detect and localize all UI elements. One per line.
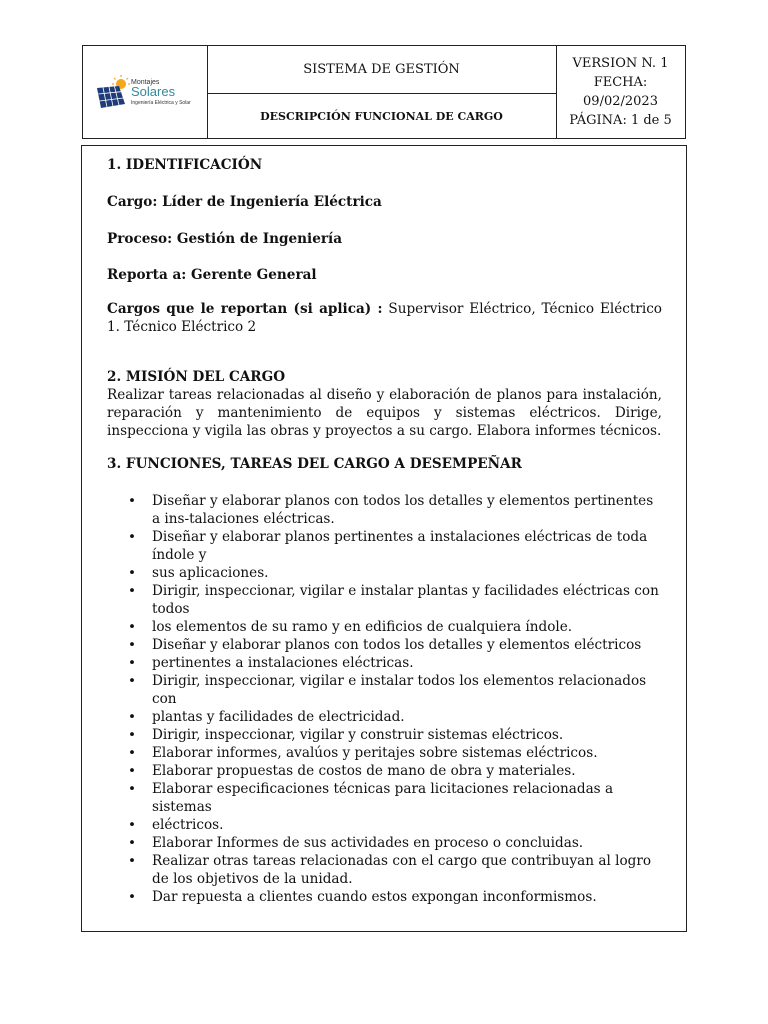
version-cell	[556, 46, 685, 138]
document-title: DESCRIPCIÓN FUNCIONAL DE CARGO	[260, 109, 503, 123]
list-item: • Elaborar informes, avalúos y peritajes sobre sistemas eléctricos.	[107, 744, 662, 762]
document-body	[81, 145, 687, 932]
cargos-reportan-value: Supervisor Eléctrico, Técnico Eléctrico 1. Técnico Eléctrico 2	[107, 301, 662, 335]
section-heading-funciones: 3. FUNCIONES, TAREAS DEL CARGO A DESEMPEÑAR	[107, 456, 522, 472]
svg-text:Solares: Solares	[131, 84, 176, 99]
list-item: • Dirigir, inspeccionar, vigilar e instalar todos los elementos relacionados con	[107, 672, 662, 708]
document-header	[82, 45, 686, 139]
list-item: • los elementos de su ramo y en edificios de cualquiera índole.	[107, 618, 662, 636]
section-heading-identificacion: 1. IDENTIFICACIÓN	[107, 157, 263, 173]
title-cell	[207, 46, 557, 138]
list-item: • Elaborar Informes de sus actividades en proceso o concluidas.	[107, 834, 662, 852]
version-label: VERSION N. 1	[572, 56, 669, 71]
page-number: PÁGINA: 1 de 5	[569, 113, 672, 128]
list-item: • Dirigir, inspeccionar, vigilar y construir sistemas eléctricos.	[107, 726, 662, 744]
system-title: SISTEMA DE GESTIÓN	[207, 46, 556, 94]
list-item: • Dirigir, inspeccionar, vigilar e instalar plantas y facilidades eléctricas con todos	[107, 582, 662, 618]
list-item: • Diseñar y elaborar planos con todos los detalles y elementos pertinentes a ins-talaciones eléctricas.	[107, 492, 662, 528]
svg-text:Ingeniería Eléctrica y Solar: Ingeniería Eléctrica y Solar	[131, 100, 191, 106]
section-heading-mision: 2. MISIÓN DEL CARGO	[107, 369, 286, 385]
solar-panel-icon	[97, 86, 125, 108]
list-item: • Diseñar y elaborar planos pertinentes a instalaciones eléctricas de toda índole y	[107, 528, 662, 564]
list-item: • eléctricos.	[107, 816, 662, 834]
list-item: • plantas y facilidades de electricidad.	[107, 708, 662, 726]
cargo-field: Cargo: Líder de Ingeniería Eléctrica	[107, 194, 382, 210]
list-item: • Elaborar propuestas de costos de mano de obra y materiales.	[107, 762, 662, 780]
company-logo	[95, 74, 199, 114]
reporta-field: Reporta a: Gerente General	[107, 267, 317, 283]
list-item: • pertinentes a instalaciones eléctricas.	[107, 654, 662, 672]
list-item: • Dar repuesta a clientes cuando estos expongan inconformismos.	[107, 888, 662, 906]
mision-text: Realizar tareas relacionadas al diseño y elaboración de planos para instalación, reparación y mantenimiento de equipos y sistemas eléctricos. Dirige, inspecciona y vigila las obras y proyectos a su cargo. Elabora informes técnicos.	[107, 387, 662, 439]
list-item: • Diseñar y elaborar planos con todos los detalles y elementos eléctricos	[107, 636, 662, 654]
logo-cell	[83, 46, 208, 138]
list-item: • sus aplicaciones.	[107, 564, 662, 582]
cargos-reportan-label: Cargos que le reportan (si aplica) :	[107, 301, 383, 317]
list-item: • Elaborar especificaciones técnicas para licitaciones relacionadas a sistemas	[107, 780, 662, 816]
document-content	[107, 156, 662, 906]
cargos-reportan-field	[107, 300, 662, 336]
fecha-label: FECHA:	[593, 75, 648, 90]
proceso-field: Proceso: Gestión de Ingeniería	[107, 231, 342, 247]
funciones-list	[107, 492, 662, 906]
list-item: • Realizar otras tareas relacionadas con el cargo que contribuyan al logro de los objetivos de la unidad.	[107, 852, 662, 888]
fecha-value: 09/02/2023	[583, 94, 658, 109]
svg-text:Montajes: Montajes	[131, 79, 160, 86]
